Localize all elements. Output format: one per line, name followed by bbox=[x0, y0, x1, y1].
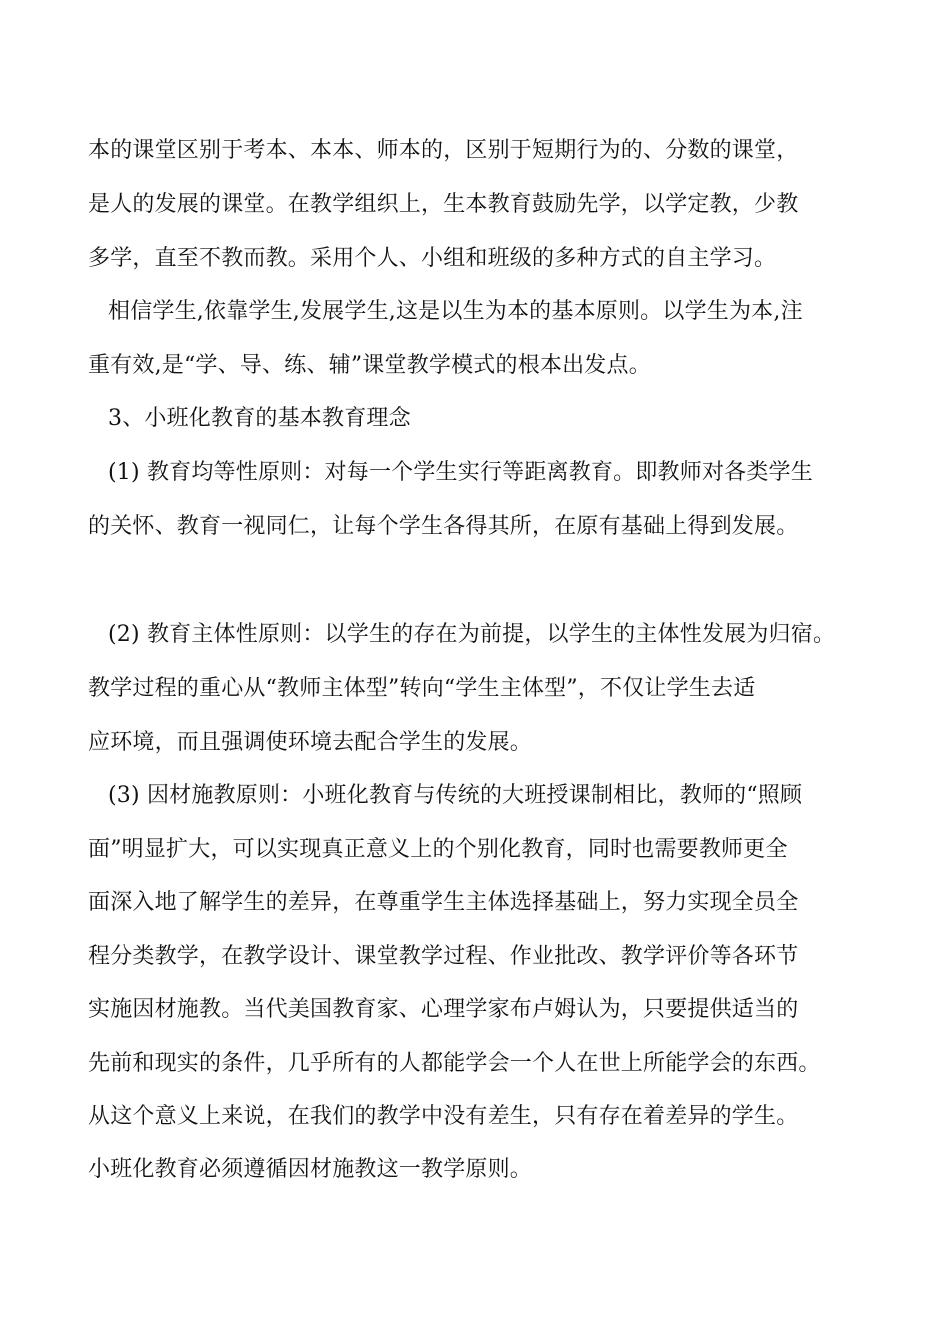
text-line: 小班化教育必须遵循因材施教这一教学原则。 bbox=[88, 1157, 533, 1182]
text-line: 面”明显扩大，可以实现真正意义上的个别化教育，同时也需要教师更全 bbox=[88, 837, 788, 862]
text-line: (2) 教育主体性原则：以学生的存在为前提，以学生的主体性发展为归宿。 bbox=[108, 622, 836, 647]
text-line: 多学，直至不教而教。采用个人、小组和班级的多种方式的自主学习。 bbox=[88, 246, 777, 271]
text-line: 相信学生,依靠学生,发展学生,这是以生为本的基本原则。以学生为本,注 bbox=[108, 299, 803, 324]
text-line: 实施因材施教。当代美国教育家、心理学家布卢姆认为，只要提供适当的 bbox=[88, 997, 799, 1022]
text-line: 教学过程的重心从“教师主体型”转向“学生主体型”，不仅让学生去适 bbox=[88, 676, 756, 701]
text-line: 程分类教学，在教学设计、课堂教学过程、作业批改、教学评价等各环节 bbox=[88, 944, 799, 969]
section-heading: 3、小班化教育的基本教育理念 bbox=[108, 406, 411, 431]
text-line: 本的课堂区别于考本、本本、师本的，区别于短期行为的、分数的课堂， bbox=[88, 138, 799, 163]
text-line: (3) 因材施教原则：小班化教育与传统的大班授课制相比，教师的“照顾 bbox=[108, 783, 803, 808]
text-line: 从这个意义上来说，在我们的教学中没有差生，只有存在着差异的学生。 bbox=[88, 1104, 799, 1129]
text-line: (1) 教育均等性原则：对每一个学生实行等距离教育。即教师对各类学生 bbox=[108, 460, 813, 485]
text-line: 是人的发展的课堂。在教学组织上，生本教育鼓励先学，以学定教，少教 bbox=[88, 192, 799, 217]
text-line: 应环境，而且强调使环境去配合学生的发展。 bbox=[88, 730, 533, 755]
text-line: 先前和现实的条件，几乎所有的人都能学会一个人在世上所能学会的东西。 bbox=[88, 1051, 821, 1076]
text-line: 面深入地了解学生的差异，在尊重学生主体选择基础上，努力实现全员全 bbox=[88, 890, 799, 915]
text-line: 重有效,是“学、导、练、辅”课堂教学模式的根本出发点。 bbox=[88, 353, 651, 378]
text-line: 的关怀、教育一视同仁，让每个学生各得其所，在原有基础上得到发展。 bbox=[88, 514, 799, 539]
